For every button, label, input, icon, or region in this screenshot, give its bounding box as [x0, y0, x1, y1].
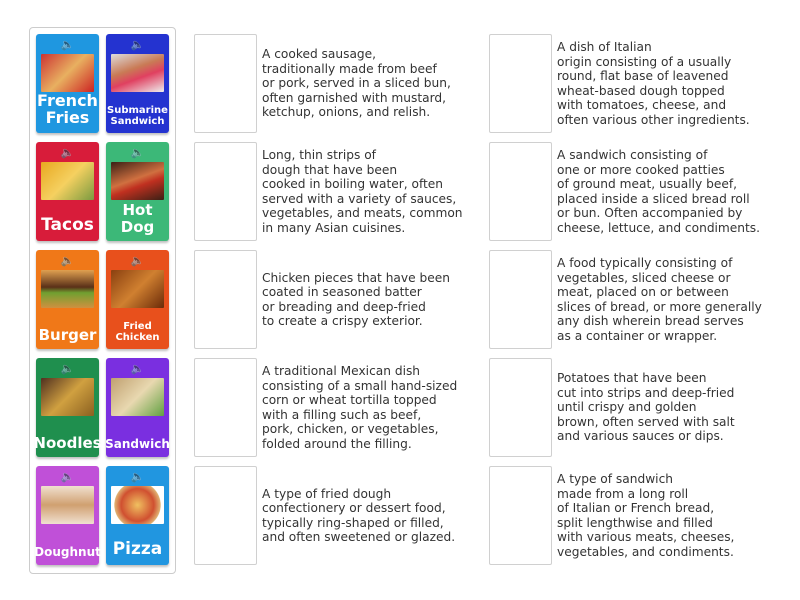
card-sandwich[interactable]: [106, 358, 169, 457]
speaker-icon[interactable]: 🔈: [130, 38, 145, 51]
description: A sandwich consisting of one or more cooked patties of ground meat, usually beef, placed inside a sliced bread roll or bun. Often accompanied by cheese, lettuce, and condiments.: [557, 148, 761, 235]
card-hot-dog[interactable]: [106, 142, 169, 241]
description-text: [557, 358, 772, 457]
food-image: [111, 270, 164, 308]
speaker-icon[interactable]: 🔈: [130, 254, 145, 267]
speaker-icon[interactable]: 🔈: [60, 146, 75, 159]
card-doughnut[interactable]: [36, 466, 99, 565]
card-pizza[interactable]: [106, 466, 169, 565]
description-text: [262, 358, 477, 457]
food-image: [41, 486, 94, 524]
speaker-icon[interactable]: 🔈: [60, 362, 75, 375]
description: A food typically consisting of vegetables, sliced cheese or meat, placed on or between slices of bread, or more generally any dish wherein bread serves as a container or wrapper.: [557, 256, 762, 343]
card-fried-chicken[interactable]: [106, 250, 169, 349]
drop-zone[interactable]: [194, 142, 257, 241]
food-image: [41, 270, 94, 308]
card-label: Fried Chicken: [115, 321, 160, 343]
card-label: Sandwich: [105, 436, 170, 451]
food-image: [41, 378, 94, 416]
food-image: [111, 162, 164, 200]
food-image: [111, 378, 164, 416]
card-label: Tacos: [41, 215, 94, 236]
description: Long, thin strips of dough that have been cooked in boiling water, often served with a variety of sauces, vegetables, and meats, common in many Asian cuisines.: [262, 148, 463, 235]
description-text: [262, 466, 477, 565]
drop-zone[interactable]: [489, 466, 552, 565]
speaker-icon[interactable]: 🔈: [60, 470, 75, 483]
card-label: Hot Dog: [120, 201, 155, 236]
card-label: Noodles: [33, 433, 102, 452]
description-text: [557, 466, 772, 565]
speaker-icon[interactable]: 🔈: [130, 470, 145, 483]
description: A dish of Italian origin consisting of a usually round, flat base of leavened wheat-based dough topped with tomatoes, cheese, and often various other ingredients.: [557, 40, 750, 127]
card-label: Pizza: [112, 539, 163, 560]
speaker-icon[interactable]: 🔈: [130, 362, 145, 375]
description: A cooked sausage, traditionally made from beef or pork, served in a sliced bun, often garnished with mustard, ketchup, onions, and relish.: [262, 47, 451, 120]
card-label: French Fries: [37, 90, 98, 128]
description-text: [262, 250, 477, 349]
food-image: [111, 486, 164, 524]
food-image: [41, 54, 94, 92]
drop-zone[interactable]: [194, 358, 257, 457]
speaker-icon[interactable]: 🔈: [60, 38, 75, 51]
card-label: Submarine Sandwich: [107, 105, 168, 127]
drop-zone[interactable]: [194, 466, 257, 565]
description-text: [557, 142, 772, 241]
description: A type of sandwich made from a long roll of Italian or French bread, split lengthwise and filled with various meats, cheeses, vegetables, and condiments.: [557, 472, 735, 559]
card-label: Burger: [38, 325, 97, 344]
description-text: [262, 34, 477, 133]
description-text: [557, 250, 772, 349]
food-image: [41, 162, 94, 200]
card-submarine-sandwich[interactable]: [106, 34, 169, 133]
card-burger[interactable]: [36, 250, 99, 349]
drop-zone[interactable]: [489, 142, 552, 241]
drop-zone[interactable]: [489, 358, 552, 457]
speaker-icon[interactable]: 🔈: [130, 146, 145, 159]
description: A traditional Mexican dish consisting of a small hand-sized corn or wheat tortilla topped with a filling such as beef, pork, chicken, or vegetables, folded around the filling.: [262, 364, 458, 451]
description: Potatoes that have been cut into strips and deep-fried until crispy and golden brown, often served with salt and various sauces or dips.: [557, 371, 735, 444]
food-image: [111, 54, 164, 92]
description: Chicken pieces that have been coated in seasoned batter or breading and deep-fried to create a crispy exterior.: [262, 270, 450, 328]
drop-zone[interactable]: [194, 34, 257, 133]
drop-zone[interactable]: [489, 250, 552, 349]
card-french-fries[interactable]: [36, 34, 99, 133]
drop-zone[interactable]: [194, 250, 257, 349]
description-text: [557, 34, 772, 133]
card-tacos[interactable]: [36, 142, 99, 241]
speaker-icon[interactable]: 🔈: [60, 254, 75, 267]
description-text: [262, 142, 477, 241]
card-label: Doughnut: [34, 544, 101, 559]
description: A type of fried dough confectionery or dessert food, typically ring-shaped or filled, and often sweetened or glazed.: [262, 486, 456, 544]
drop-zone[interactable]: [489, 34, 552, 133]
card-noodles[interactable]: [33, 358, 102, 457]
